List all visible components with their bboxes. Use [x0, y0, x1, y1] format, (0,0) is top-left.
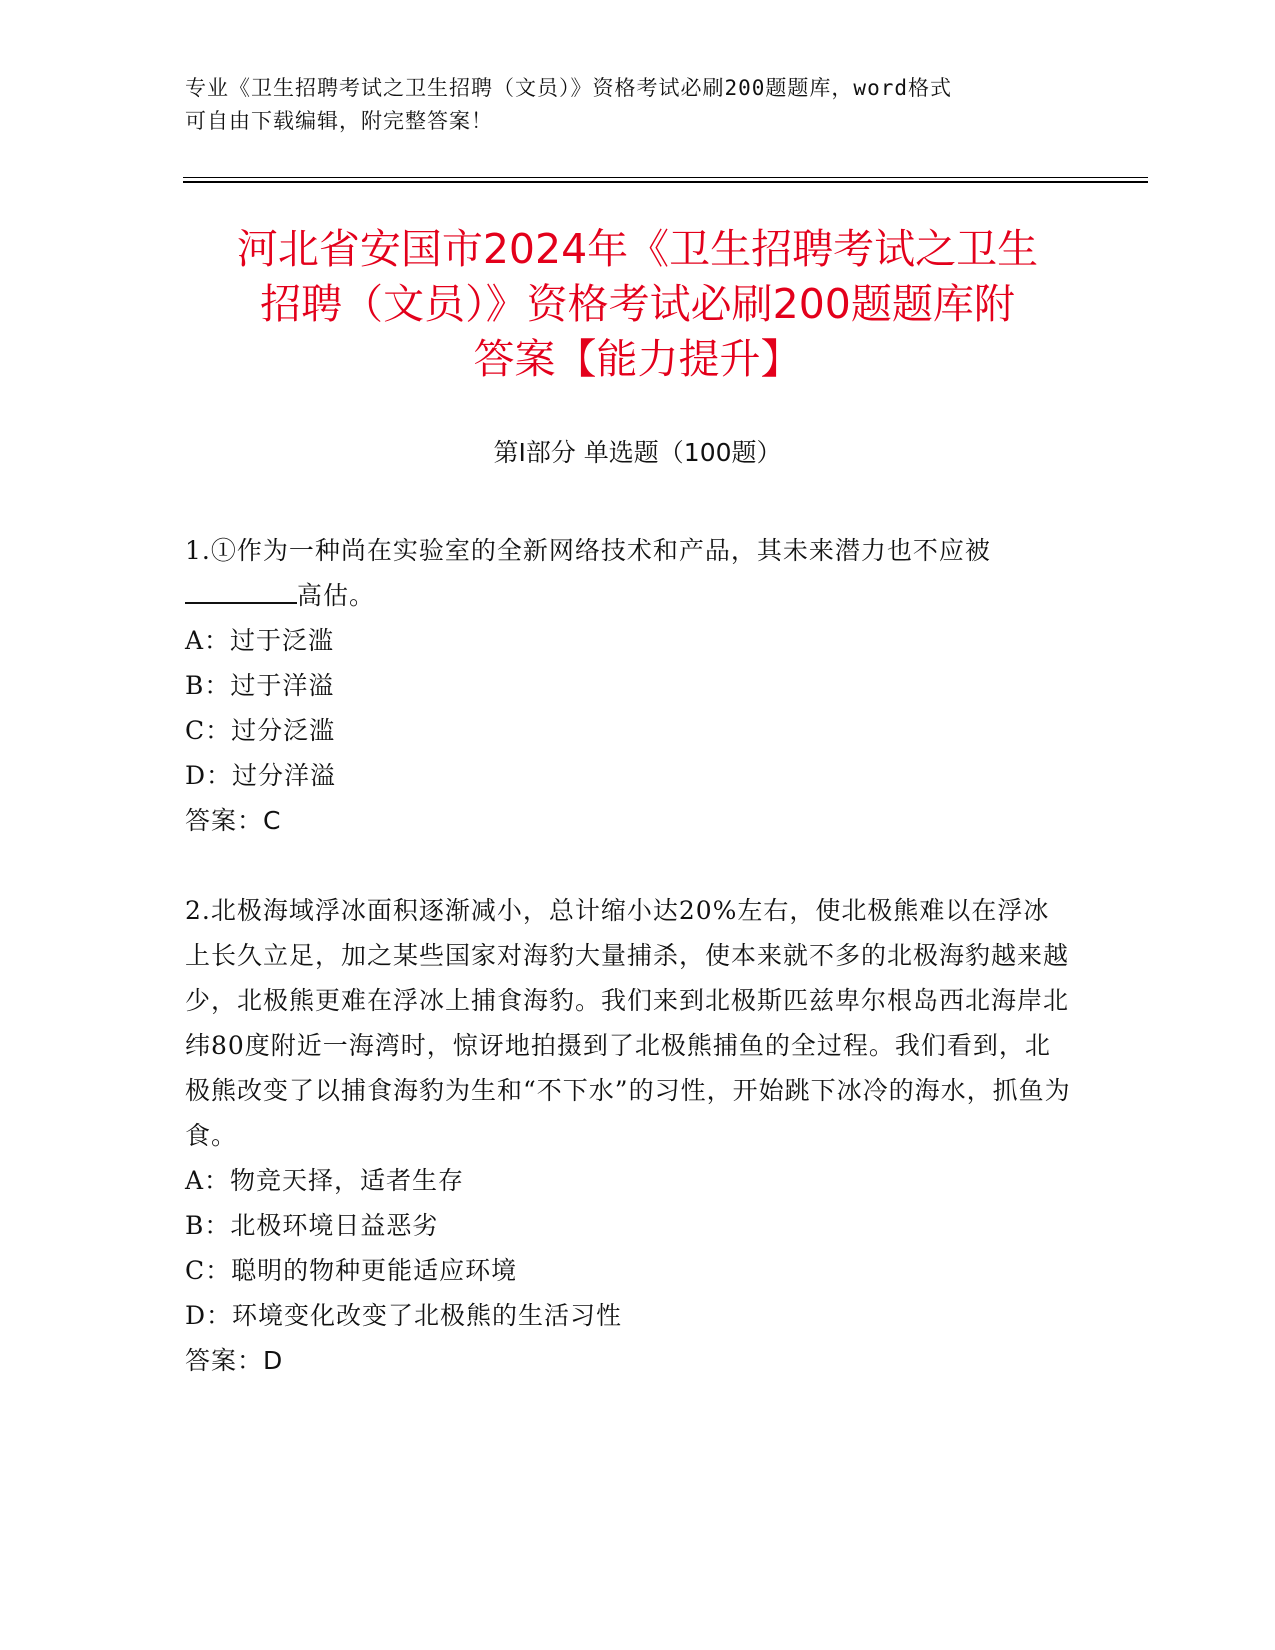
question-1-option-d: D：过分洋溢	[185, 761, 337, 790]
question-2-stem: 2.北极海域浮冰面积逐渐减小，总计缩小达20%左右，使北极熊难以在浮冰上长久立足，加之某些国家对海豹大量捕杀，使本来就不多的北极海豹越来越少，北极熊更难在浮冰上捕食海豹。我们来到北极斯匹兹卑尔根岛西北海岸北纬80度附近一海湾时，惊讶地拍摄到了北极熊捕鱼的全过程。我们看到，北极熊改变了以捕食海豹为生和“不下水”的习性，开始跳下冰冷的海水，抓鱼为食。	[185, 896, 1071, 1150]
title-line-3: 答案【能力提升】	[473, 335, 802, 383]
title-line-1: 河北省安国市2024年《卫生招聘考试之卫生	[236, 225, 1039, 273]
question-1-text-a: 1.①作为一种尚在实验室的全新网络技术和产品，其未来潜力也不应被	[185, 536, 991, 565]
question-2-answer: 答案：D	[185, 1346, 284, 1375]
question-1	[185, 528, 1075, 843]
header-divider-thin	[183, 177, 1148, 178]
question-1-option-b: B：过于洋溢	[185, 671, 335, 700]
question-1-option-a: A：过于泛滥	[185, 626, 335, 655]
question-2-option-c: C：聪明的物种更能适应环境	[185, 1256, 518, 1285]
header-note-line-1: 专业《卫生招聘考试之卫生招聘（文员）》资格考试必刷200题题库，word格式	[185, 76, 952, 100]
document-title	[150, 222, 1125, 387]
question-1-text-b: 高估。	[297, 581, 376, 610]
header-note	[185, 72, 1085, 138]
question-1-stem	[185, 528, 1075, 618]
question-1-option-c: C：过分泛滥	[185, 716, 336, 745]
header-divider-thick	[183, 181, 1148, 183]
section-title: 第Ⅰ部分 单选题（100题）	[493, 438, 782, 467]
question-1-answer: 答案：C	[185, 806, 282, 835]
question-2-option-d: D：环境变化改变了北极熊的生活习性	[185, 1301, 623, 1330]
title-line-2: 招聘（文员）》资格考试必刷200题题库附	[260, 280, 1015, 328]
header-note-line-2: 可自由下载编辑，附完整答案！	[185, 109, 493, 133]
question-2-option-b: B：北极环境日益恶劣	[185, 1211, 439, 1240]
question-2	[185, 888, 1075, 1383]
question-2-option-a: A：物竞天择，适者生存	[185, 1166, 465, 1195]
fill-in-blank	[185, 576, 297, 604]
